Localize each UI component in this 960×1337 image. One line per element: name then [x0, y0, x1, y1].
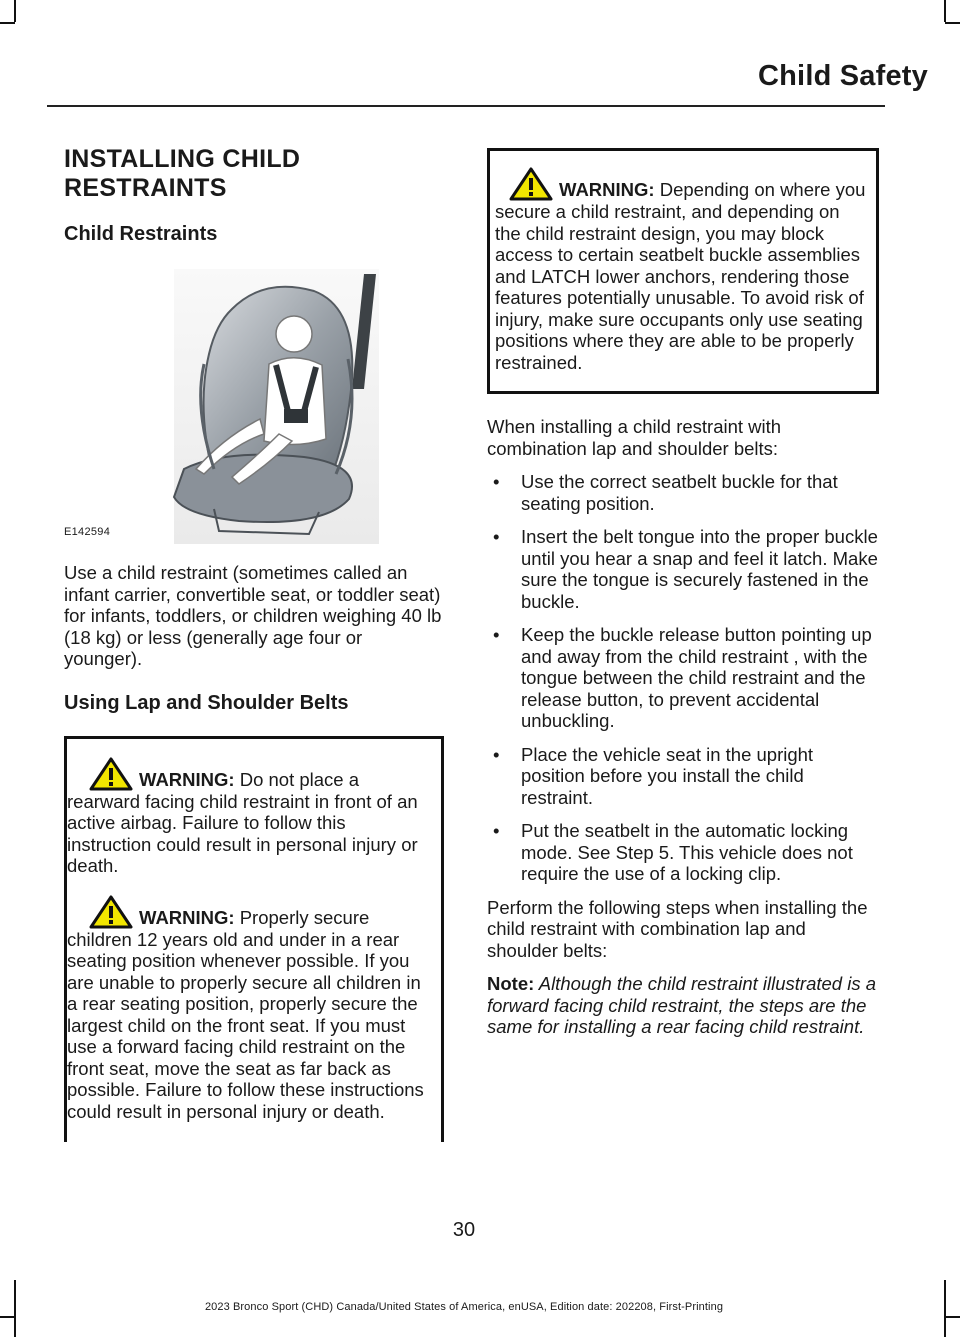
left-column — [64, 145, 444, 1142]
crop-mark — [944, 0, 946, 22]
crop-mark — [14, 0, 16, 22]
warning-item — [495, 167, 868, 373]
subheading-lap-shoulder: Using Lap and Shoulder Belts — [64, 691, 349, 714]
warning-box-right — [487, 148, 879, 394]
warning-item — [67, 895, 433, 1123]
steps-intro: Perform the following steps when installing the child restraint with combination lap and shoulder belts: — [487, 896, 868, 961]
crop-mark — [945, 1316, 960, 1318]
intro-paragraph: Use a child restraint (sometimes called an infant carrier, convertible seat, or toddler seat) for infants, toddlers, or children weighing 40 lb (18 kg) or less (generally age four or younger). — [64, 562, 442, 669]
note-label: Note: — [487, 973, 535, 994]
note-text: Although the child restraint illustrated is a forward facing child restraint, the steps are the same for installing a rear facing child restraint. — [487, 973, 877, 1037]
warning-item — [67, 757, 433, 877]
install-bullets — [487, 471, 879, 885]
child-seat-figure — [64, 269, 444, 544]
footer-edition: 2023 Bronco Sport (CHD) Canada/United States of America, enUSA, Edition date: 202208, First-Printing — [204, 1301, 724, 1313]
warning-triangle-icon — [509, 167, 553, 201]
warning-label: WARNING: — [139, 768, 235, 790]
right-column — [487, 148, 879, 1038]
list-item: • Insert the belt tongue into the proper buckle until you hear a snap and feel it latch. Make sure the tongue is securely fastened in the buckle. — [487, 526, 879, 612]
warning-label: WARNING: — [139, 906, 235, 928]
list-item: • Use the correct seatbelt buckle for that seating position. — [487, 471, 879, 514]
crop-mark — [0, 22, 15, 24]
belts-intro: When installing a child restraint with combination lap and shoulder belts: — [487, 416, 782, 459]
header-rule — [47, 105, 885, 107]
figure-id: E142594 — [64, 526, 111, 538]
warning-label: WARNING: — [559, 179, 655, 200]
warning-triangle-icon — [89, 895, 133, 929]
section-title: Child Safety — [758, 60, 928, 92]
warning-box-left — [64, 736, 444, 1143]
warning-triangle-icon — [89, 757, 133, 791]
page-number: 30 — [452, 1219, 476, 1241]
list-item: • Place the vehicle seat in the upright position before you install the child restraint. — [487, 744, 879, 809]
crop-mark — [944, 1280, 946, 1337]
page-heading: INSTALLING CHILD RESTRAINTS — [64, 145, 301, 202]
warning-text: Do not place a rearward facing child restraint in front of an active airbag. Failure to follow this instruction could result in personal injury or death. — [67, 768, 418, 876]
note — [487, 973, 879, 1038]
crop-mark — [0, 1316, 15, 1318]
child-seat-illustration — [64, 269, 444, 544]
warning-text: Properly secure children 12 years old and under in a rear seating position whenever possible. If you are unable to properly secure all children in a rear seating position, properly secure the largest child on the front seat. If you must use a forward facing child restraint on the front seat, move the seat as far back as possible. Failure to follow these instructions could result in personal injury or death. — [67, 906, 424, 1122]
list-item: • Keep the buckle release button pointing up and away from the child restraint , with the tongue between the child restraint and the release button, to prevent accidental unbuckling. — [487, 624, 879, 732]
warning-text: Depending on where you secure a child restraint, and depending on the child restraint design, you may block access to certain seatbelt buckle assemblies and LATCH lower anchors, rendering those features potentially unusable. To avoid risk of injury, make sure occupants only use seating positions where they are able to be properly restrained. — [495, 179, 866, 373]
list-item: • Put the seatbelt in the automatic locking mode. See Step 5. This vehicle does not require the use of a locking clip. — [487, 820, 879, 885]
subheading-child-restraints: Child Restraints — [64, 223, 218, 245]
crop-mark — [945, 22, 960, 24]
